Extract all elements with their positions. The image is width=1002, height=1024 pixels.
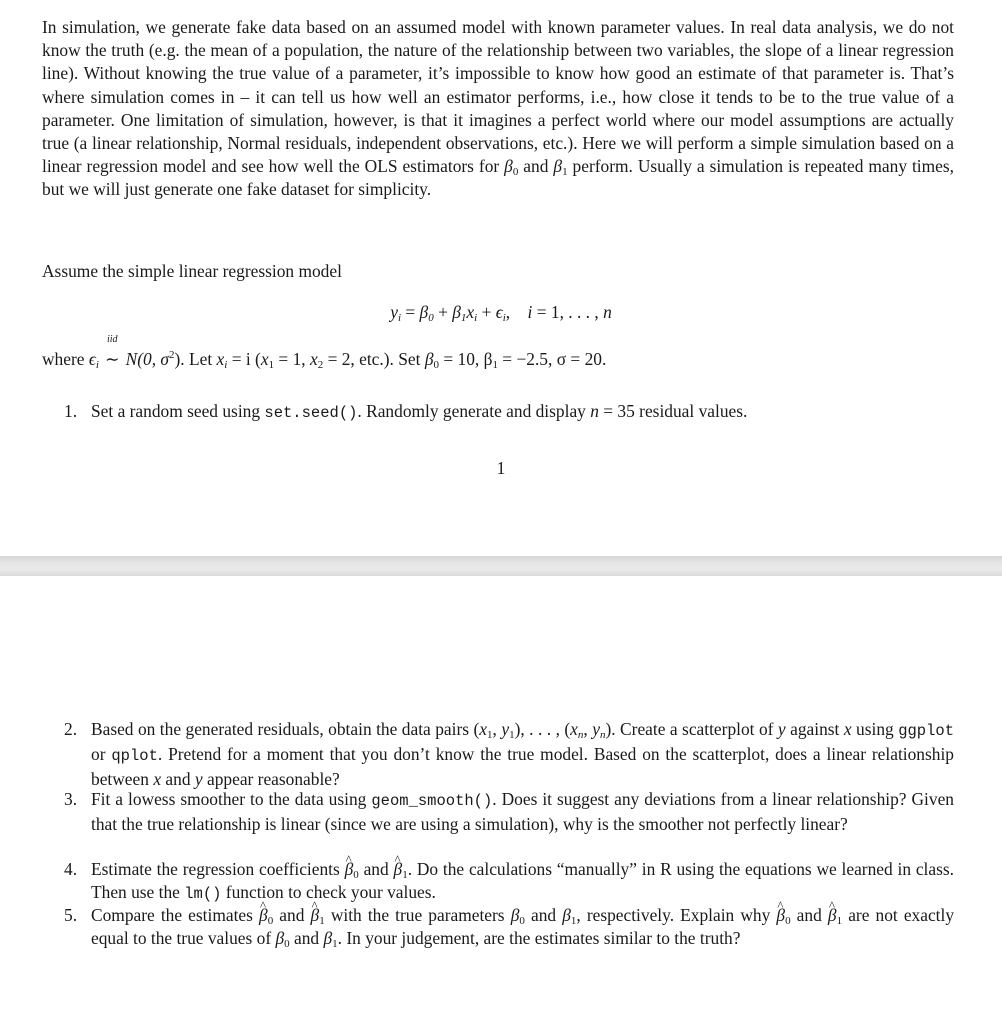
assume-line: Assume the simple linear regression model (42, 261, 342, 281)
page-separator (0, 556, 1002, 576)
regression-equation: $y_i = \beta_0 + \beta_1x_i + \epsilon_i$, i = 1, . . . , n (390, 302, 612, 324)
code-ggplot: ggplot (898, 722, 955, 740)
code-qplot: qplot (111, 747, 158, 766)
task-item-4: 4. Estimate the regression coefficients ^ $\beta_0$ and ^ $\beta_1$. Do the calculations “manually” in R using the equations we learned in class. Then use the lm() function to check your values. (64, 858, 954, 906)
page-number: 1 (496, 458, 506, 478)
model-assumptions: where $\epsilon_i$ iid ∼ N(0, $\sigma^2$). Let $x_i = i$ ($x_1 = 1$, $x_2 = 2$, etc.). Set $\beta_0 = 10$, $\beta_1 = -2.5$, σ = 20. (42, 334, 607, 371)
task-item-3: 3. Fit a lowess smoother to the data using geom_smooth(). Does it suggest any deviations from a linear relationship? Given that the true relationship is linear (since we are using a simulation), why is the smoother not perfectly linear? (64, 789, 954, 835)
code-set-seed: set.seed() (264, 404, 358, 422)
intro-paragraph: In simulation, we generate fake data based on an assumed model with known parameter values. In real data analysis, we do not know the truth (e.g. the mean of a population, the nature of the relationship between two variables, the slope of a linear regression line). Without knowing the true value of a parameter, it’s impossible to know how good an estimate of that parameter is. That’s where simulation comes in – it can tell us how well an estimator performs, i.e., how close it tends to be to the true value of a parameter. One limitation of simulation, however, is that it imagines a perfect world where our model assumptions are actually true (a linear relationship, Normal residuals, independent observations, etc.). Here we will perform a simple simulation based on a linear regression model and see how well the OLS estimators for $\beta_0$ and $\beta_1$ perform. Usually a simulation is repeated many times, but we will just generate one fake dataset for simplicity. (42, 17, 954, 200)
task-item-2: 2. Based on the generated residuals, obtain the data pairs ($x_1$, $y_1$), . . . , ($x_n$, $y_n$). Create a scatterplot of y against x using ggplot or qplot. Pretend for a moment that you don’t know the true model. Based on the scatterplot, does a linear relationship between x and y appear reasonable? (64, 719, 955, 790)
code-lm: lm() (184, 885, 222, 904)
task-item-5: 5. Compare the estimates ^ $\beta_0$ and ^ $\beta_1$ with the true parameters $\beta_0$ and $\beta_1$, respectively. Explain why ^ $\beta_0$ and ^ $\beta_1$ are not exactly equal to the true values of $\beta_0$ and $\beta_1$. In your judgement, are the estimates similar to the truth? (64, 904, 954, 950)
task-item-1: 1. Set a random seed using set.seed(). Randomly generate and display n = 35 residual values. (64, 401, 748, 422)
code-geom-smooth: geom_smooth() (371, 792, 493, 810)
